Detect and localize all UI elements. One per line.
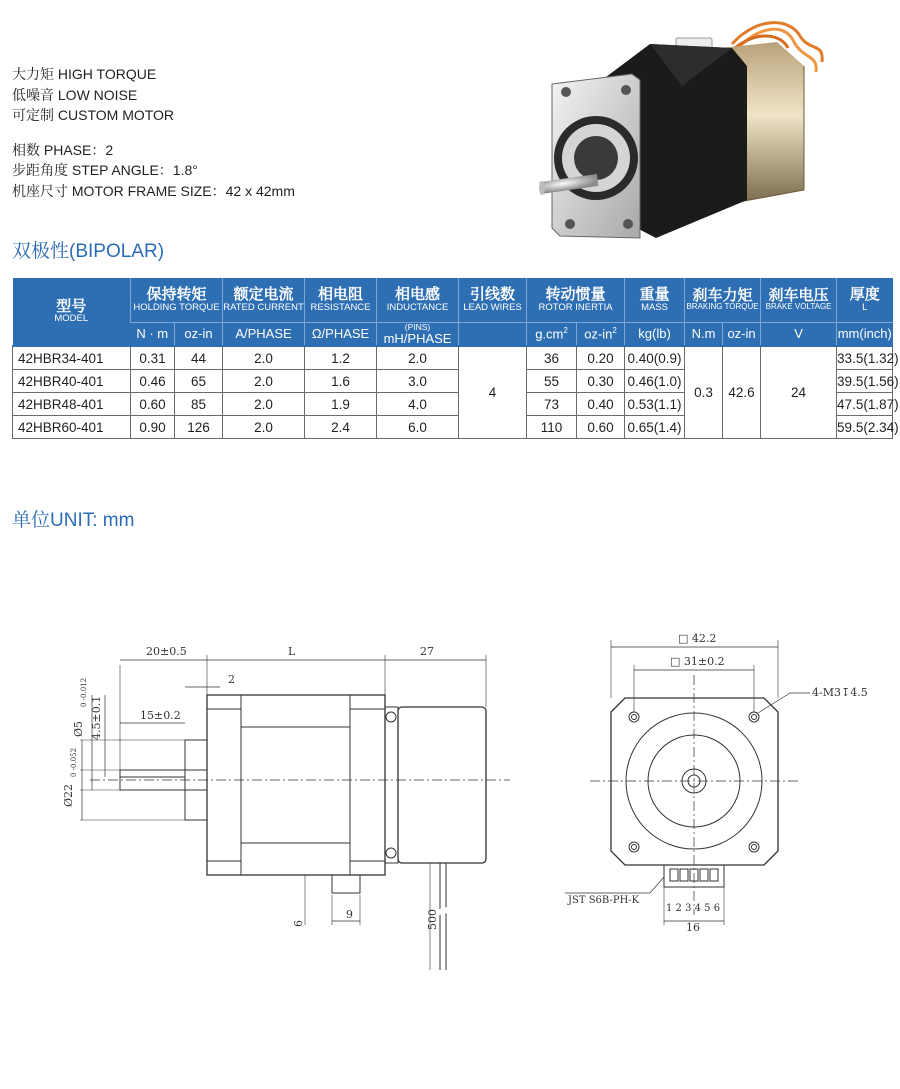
dim-lead-length: 500 <box>426 909 439 930</box>
feature-high-torque: 大力矩 HIGH TORQUE <box>12 66 157 82</box>
header-mass: 重量 MASS <box>625 278 685 322</box>
cell-length: 59.5(2.34) <box>837 416 893 439</box>
cell-resistance: 1.9 <box>305 393 377 416</box>
dim-boss-diameter-tol: 0 -0.052 <box>70 747 78 777</box>
connector-label: JST S6B-PH-K <box>568 895 640 906</box>
header-holding-torque: 保持转矩 HOLDING TORQUE <box>131 278 223 322</box>
header-braking-torque: 刹车力矩 BRAKING TORQUE <box>685 278 761 322</box>
cell-inductance: 3.0 <box>377 370 459 393</box>
cell-lead-wires: 4 <box>459 346 527 439</box>
dim-connector-width: 9 <box>346 908 353 921</box>
dim-shaft-diameter-tol: 0 -0.012 <box>80 677 88 707</box>
cell-model: 42HBR34-401 <box>13 346 131 370</box>
unit-inertia-ozin2: $oz-in^2$ <box>577 322 625 346</box>
cell-inertia-oz: 0.60 <box>577 416 625 439</box>
unit-inductance: (PINS) mH/PHASE <box>377 322 459 346</box>
unit-length: mm(inch) <box>837 322 893 346</box>
header-row <box>13 278 893 322</box>
dim-connector-width-front: 16 <box>686 921 700 934</box>
header-rotor-inertia: 转动惯量 ROTOR INERTIA <box>527 278 625 322</box>
unit-mass: kg(lb) <box>625 322 685 346</box>
cell-length: 39.5(1.56) <box>837 370 893 393</box>
header-inductance: 相电感 INDUCTANCE <box>377 278 459 322</box>
cell-inertia-oz: 0.20 <box>577 346 625 370</box>
cell-current: 2.0 <box>223 370 305 393</box>
header-lead-wires: 引线数 LEAD WIRES <box>459 278 527 322</box>
cell-model: 42HBR40-401 <box>13 370 131 393</box>
feature-custom-motor: 可定制 CUSTOM MOTOR <box>12 107 175 123</box>
header-brake-voltage: 刹车电压 BRAKE VOLTAGE <box>761 278 837 322</box>
dim-boss-depth: 2 <box>228 673 235 686</box>
cell-brake-v: 24 <box>761 346 837 439</box>
cell-model: 42HBR48-401 <box>13 393 131 416</box>
spec-frame-size: 机座尺寸 MOTOR FRAME SIZE：42 x 42mm <box>12 182 295 199</box>
side-view <box>62 645 510 970</box>
cell-current: 2.0 <box>223 393 305 416</box>
cell-torque-nm: 0.90 <box>131 416 175 439</box>
cell-torque-ozin: 126 <box>175 416 223 439</box>
header-resistance: 相电阻 RESISTANCE <box>305 278 377 322</box>
dim-boss-diameter: Ø22 <box>62 783 75 807</box>
feature-low-noise: 低噪音 LOW NOISE <box>12 86 138 103</box>
unit-inertia-gcm2: $g.cm^2$ <box>527 322 577 346</box>
cell-inertia-oz: 0.40 <box>577 393 625 416</box>
spec-step-angle: 步距角度 STEP ANGLE：1.8° <box>12 162 198 178</box>
mounting-holes-note: 4-M3↧4.5 <box>812 686 868 699</box>
connector-pins: 1 2 3 4 5 6 <box>666 903 721 914</box>
cell-inertia-g: 55 <box>527 370 577 393</box>
cell-current: 2.0 <box>223 346 305 370</box>
cell-resistance: 1.6 <box>305 370 377 393</box>
cell-mass: 0.46(1.0) <box>625 370 685 393</box>
dim-frame-size: □ 42.2 <box>678 632 717 645</box>
header-model: 型号 MODEL <box>13 278 131 346</box>
cell-length: 33.5(1.32) <box>837 346 893 370</box>
cell-brake-nm: 0.3 <box>685 346 723 439</box>
motor-photo <box>532 14 832 246</box>
cell-brake-ozin: 42.6 <box>723 346 761 439</box>
spec-table <box>12 278 899 439</box>
cell-resistance: 1.2 <box>305 346 377 370</box>
unit-torque-nm: N · m <box>131 322 175 346</box>
dim-shaft-length: 20±0.5 <box>146 645 187 658</box>
cell-torque-nm: 0.31 <box>131 346 175 370</box>
cell-torque-ozin: 65 <box>175 370 223 393</box>
spec-phase: 相数 PHASE：2 <box>12 141 114 158</box>
dim-hole-spacing: □ 31±0.2 <box>670 655 725 668</box>
unit-brake-v: V <box>761 322 837 346</box>
cell-inertia-g: 36 <box>527 346 577 370</box>
cell-torque-ozin: 44 <box>175 346 223 370</box>
cell-mass: 0.40(0.9) <box>625 346 685 370</box>
cell-torque-ozin: 85 <box>175 393 223 416</box>
unit-brake-nm: N.m <box>685 322 723 346</box>
cell-torque-nm: 0.46 <box>131 370 175 393</box>
cell-inertia-oz: 0.30 <box>577 370 625 393</box>
unit-lead-wires <box>459 322 527 346</box>
section-title-unit: 单位UNIT: mm <box>12 510 135 531</box>
dim-body-length: L <box>288 645 296 658</box>
intro-block <box>12 64 295 201</box>
dim-flat-height: 4.5±0.1 <box>90 695 103 740</box>
cell-inductance: 2.0 <box>377 346 459 370</box>
cell-inertia-g: 110 <box>527 416 577 439</box>
cell-current: 2.0 <box>223 416 305 439</box>
dim-brake-length: 27 <box>420 645 434 658</box>
section-title-bipolar: 双极性(BIPOLAR) <box>12 241 165 262</box>
cell-mass: 0.53(1.1) <box>625 393 685 416</box>
unit-torque-ozin: oz-in <box>175 322 223 346</box>
cell-torque-nm: 0.60 <box>131 393 175 416</box>
units-row <box>13 322 893 346</box>
front-view <box>565 632 868 934</box>
cell-inertia-g: 73 <box>527 393 577 416</box>
cell-inductance: 4.0 <box>377 393 459 416</box>
header-rated-current: 额定电流 RATED CURRENT <box>223 278 305 322</box>
dimension-drawing <box>50 625 890 970</box>
cell-inductance: 6.0 <box>377 416 459 439</box>
header-length: 厚度 L <box>837 278 893 322</box>
unit-brake-ozin: oz-in <box>723 322 761 346</box>
cell-length: 47.5(1.87) <box>837 393 893 416</box>
dim-shaft-diameter: Ø5 <box>72 720 85 737</box>
cell-mass: 0.65(1.4) <box>625 416 685 439</box>
cell-model: 42HBR60-401 <box>13 416 131 439</box>
unit-resistance: Ω/PHASE <box>305 322 377 346</box>
dim-flat-length: 15±0.2 <box>140 709 181 722</box>
dim-connector-offset: 6 <box>292 920 305 927</box>
table-row <box>13 346 893 370</box>
cell-resistance: 2.4 <box>305 416 377 439</box>
unit-current: A/PHASE <box>223 322 305 346</box>
